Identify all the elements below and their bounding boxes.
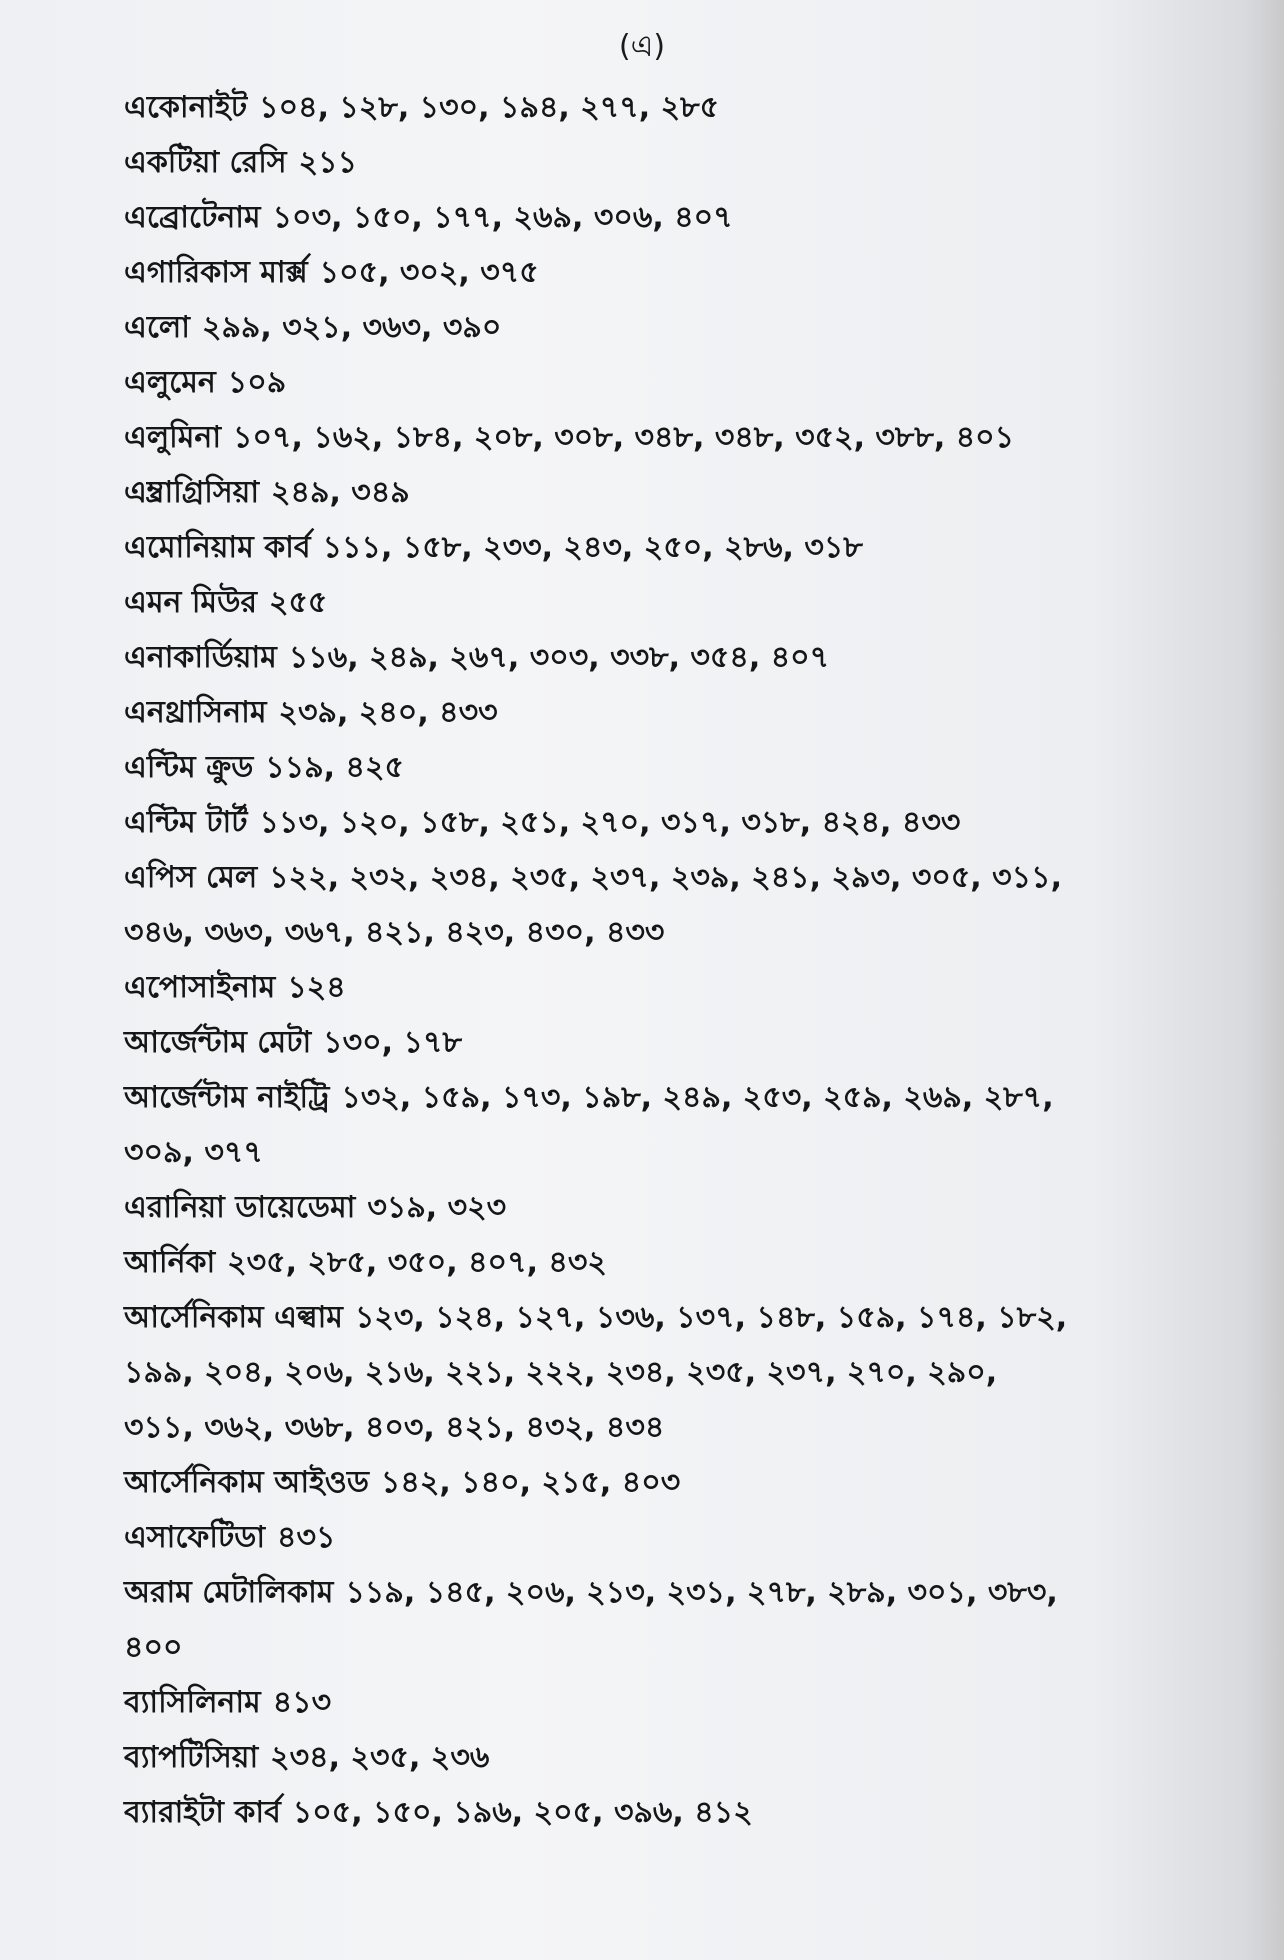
index-entry [124, 685, 1234, 740]
index-entry [124, 850, 1234, 905]
index-entry [124, 245, 1234, 300]
index-entry-continuation: ৩৪৬, ৩৬৩, ৩৬৭, ৪২১, ৪২৩, ৪৩০, ৪৩৩ [124, 915, 665, 950]
index-entry [124, 135, 1234, 190]
entry-name: এন্টিম ক্রুড [124, 750, 254, 785]
entry-pages: ২৯৯, ৩২১, ৩৬৩, ৩৯০ [201, 310, 502, 345]
entry-name: আর্নিকা [124, 1245, 216, 1280]
index-entry [124, 1510, 1234, 1565]
entry-name: এগারিকাস মার্ক্স [124, 255, 308, 290]
entry-name: আর্সেনিকাম এল্বাম [124, 1300, 343, 1335]
entry-pages: ১০৪, ১২৮, ১৩০, ১৯৪, ২৭৭, ২৮৫ [259, 90, 720, 125]
index-entry [124, 1730, 1234, 1785]
index-entry [124, 1070, 1234, 1125]
entry-pages: ২৫৫ [268, 585, 328, 620]
entry-pages: ২৪৯, ৩৪৯ [271, 475, 410, 510]
entry-name: এন্টিম টার্ট [124, 805, 248, 840]
entry-pages: ৩১৯, ৩২৩ [367, 1190, 507, 1225]
index-entry [124, 575, 1234, 630]
entry-name: এলুমেন [124, 365, 216, 400]
page-marker: (এ) [618, 29, 666, 64]
entry-pages: ১০৫, ৩০২, ৩৭৫ [319, 255, 539, 290]
index-entry [124, 410, 1234, 465]
index-entry [124, 795, 1234, 850]
index-entry [124, 1675, 1234, 1730]
index-entry [124, 190, 1234, 245]
entry-name: এমন মিউর [124, 585, 257, 620]
index-entry [124, 355, 1234, 410]
entry-pages: ২১১ [298, 145, 358, 180]
index-entry-continuation: ৪০০ [124, 1630, 183, 1665]
entry-pages: ৪৩১ [277, 1520, 336, 1555]
entry-pages: ১১৬, ২৪৯, ২৬৭, ৩০৩, ৩৩৮, ৩৫৪, ৪০৭ [288, 640, 830, 675]
entry-pages: ১০৭, ১৬২, ১৮৪, ২০৮, ৩০৮, ৩৪৮, ৩৪৮, ৩৫২, ৩৮৮, ৪০১ [233, 420, 1015, 455]
entry-name: আর্জেন্টাম নাইট্রি [124, 1080, 330, 1115]
index-entry-continuation: ১৯৯, ২০৪, ২০৬, ২১৬, ২২১, ২২২, ২৩৪, ২৩৫, ২৩৭, ২৭০, ২৯০, [124, 1355, 998, 1390]
entry-name: এরানিয়া ডায়েডেমা [124, 1190, 356, 1225]
entry-name: এব্রোটেনাম [124, 200, 261, 235]
entry-pages: ১৪২, ১৪০, ২১৫, ৪০৩ [380, 1465, 681, 1500]
index-entry [124, 1290, 1234, 1345]
entry-name: এনথ্রাসিনাম [124, 695, 267, 730]
entry-pages: ১২৪ [287, 970, 346, 1005]
index-entry [124, 300, 1234, 355]
index-entry [124, 1180, 1234, 1235]
entry-pages: ১০৩, ১৫০, ১৭৭, ২৬৯, ৩০৬, ৪০৭ [272, 200, 733, 235]
entry-name: ব্যাপটিসিয়া [124, 1740, 259, 1775]
index-entry [124, 465, 1234, 520]
entry-pages: ১০৫, ১৫০, ১৯৬, ২০৫, ৩৯৬, ৪১২ [292, 1795, 753, 1830]
entry-name: ব্যারাইটা কার্ব [124, 1795, 281, 1830]
index-entry [124, 1455, 1234, 1510]
entry-name: এমোনিয়াম কার্ব [124, 530, 311, 565]
index-entry [124, 1015, 1234, 1070]
entry-pages: ১১১, ১৫৮, ২৩৩, ২৪৩, ২৫০, ২৮৬, ৩১৮ [322, 530, 863, 565]
entry-pages: ১১৩, ১২০, ১৫৮, ২৫১, ২৭০, ৩১৭, ৩১৮, ৪২৪, ৪৩৩ [259, 805, 961, 840]
entry-pages: ১৩২, ১৫৯, ১৭৩, ১৯৮, ২৪৯, ২৫৩, ২৫৯, ২৬৯, ২৮৭, [341, 1080, 1054, 1115]
entry-name: এম্ব্রাগ্রিসিয়া [124, 475, 260, 510]
entry-pages: ২৩৫, ২৮৫, ৩৫০, ৪০৭, ৪৩২ [227, 1245, 607, 1280]
entry-pages: ১১৯, ৪২৫ [265, 750, 404, 785]
index-entry [124, 520, 1234, 575]
entry-pages: ২৩৯, ২৪০, ৪৩৩ [278, 695, 498, 730]
entry-name: এপোসাইনাম [124, 970, 276, 1005]
entry-pages: ৪১৩ [272, 1685, 332, 1720]
index-list [124, 80, 1234, 1840]
entry-pages: ২৩৪, ২৩৫, ২৩৬ [270, 1740, 490, 1775]
index-entry-continuation: ৩১১, ৩৬২, ৩৬৮, ৪০৩, ৪২১, ৪৩২, ৪৩৪ [124, 1410, 665, 1445]
entry-name: এলুমিনা [124, 420, 222, 455]
entry-pages: ১০৯ [227, 365, 287, 400]
entry-name: ব্যাসিলিনাম [124, 1685, 261, 1720]
entry-pages: ১২৩, ১২৪, ১২৭, ১৩৬, ১৩৭, ১৪৮, ১৫৯, ১৭৪, ১৮২, [354, 1300, 1068, 1335]
index-entry [124, 630, 1234, 685]
index-entry-continuation: ৩০৯, ৩৭৭ [124, 1135, 263, 1170]
entry-name: এপিস মেল [124, 860, 258, 895]
entry-name: একটিয়া রেসি [124, 145, 287, 180]
entry-pages: ১৩০, ১৭৮ [323, 1025, 462, 1060]
entry-name: আর্সেনিকাম আইওড [124, 1465, 369, 1500]
entry-name: এসাফেটিডা [124, 1520, 266, 1555]
index-entry [124, 960, 1234, 1015]
entry-name: অরাম মেটালিকাম [124, 1575, 334, 1610]
index-entry [124, 740, 1234, 795]
entry-name: আর্জেন্টাম মেটা [124, 1025, 312, 1060]
index-entry [124, 1785, 1234, 1840]
entry-pages: ১২২, ২৩২, ২৩৪, ২৩৫, ২৩৭, ২৩৯, ২৪১, ২৯৩, ৩০৫, ৩১১, [269, 860, 1062, 895]
entry-name: একোনাইট [124, 90, 248, 125]
index-entry [124, 1235, 1234, 1290]
entry-name: এনাকার্ডিয়াম [124, 640, 277, 675]
index-entry [124, 80, 1234, 135]
entry-pages: ১১৯, ১৪৫, ২০৬, ২১৩, ২৩১, ২৭৮, ২৮৯, ৩০১, ৩৮৩, [345, 1575, 1058, 1610]
entry-name: এলো [124, 310, 190, 345]
index-entry [124, 1565, 1234, 1620]
